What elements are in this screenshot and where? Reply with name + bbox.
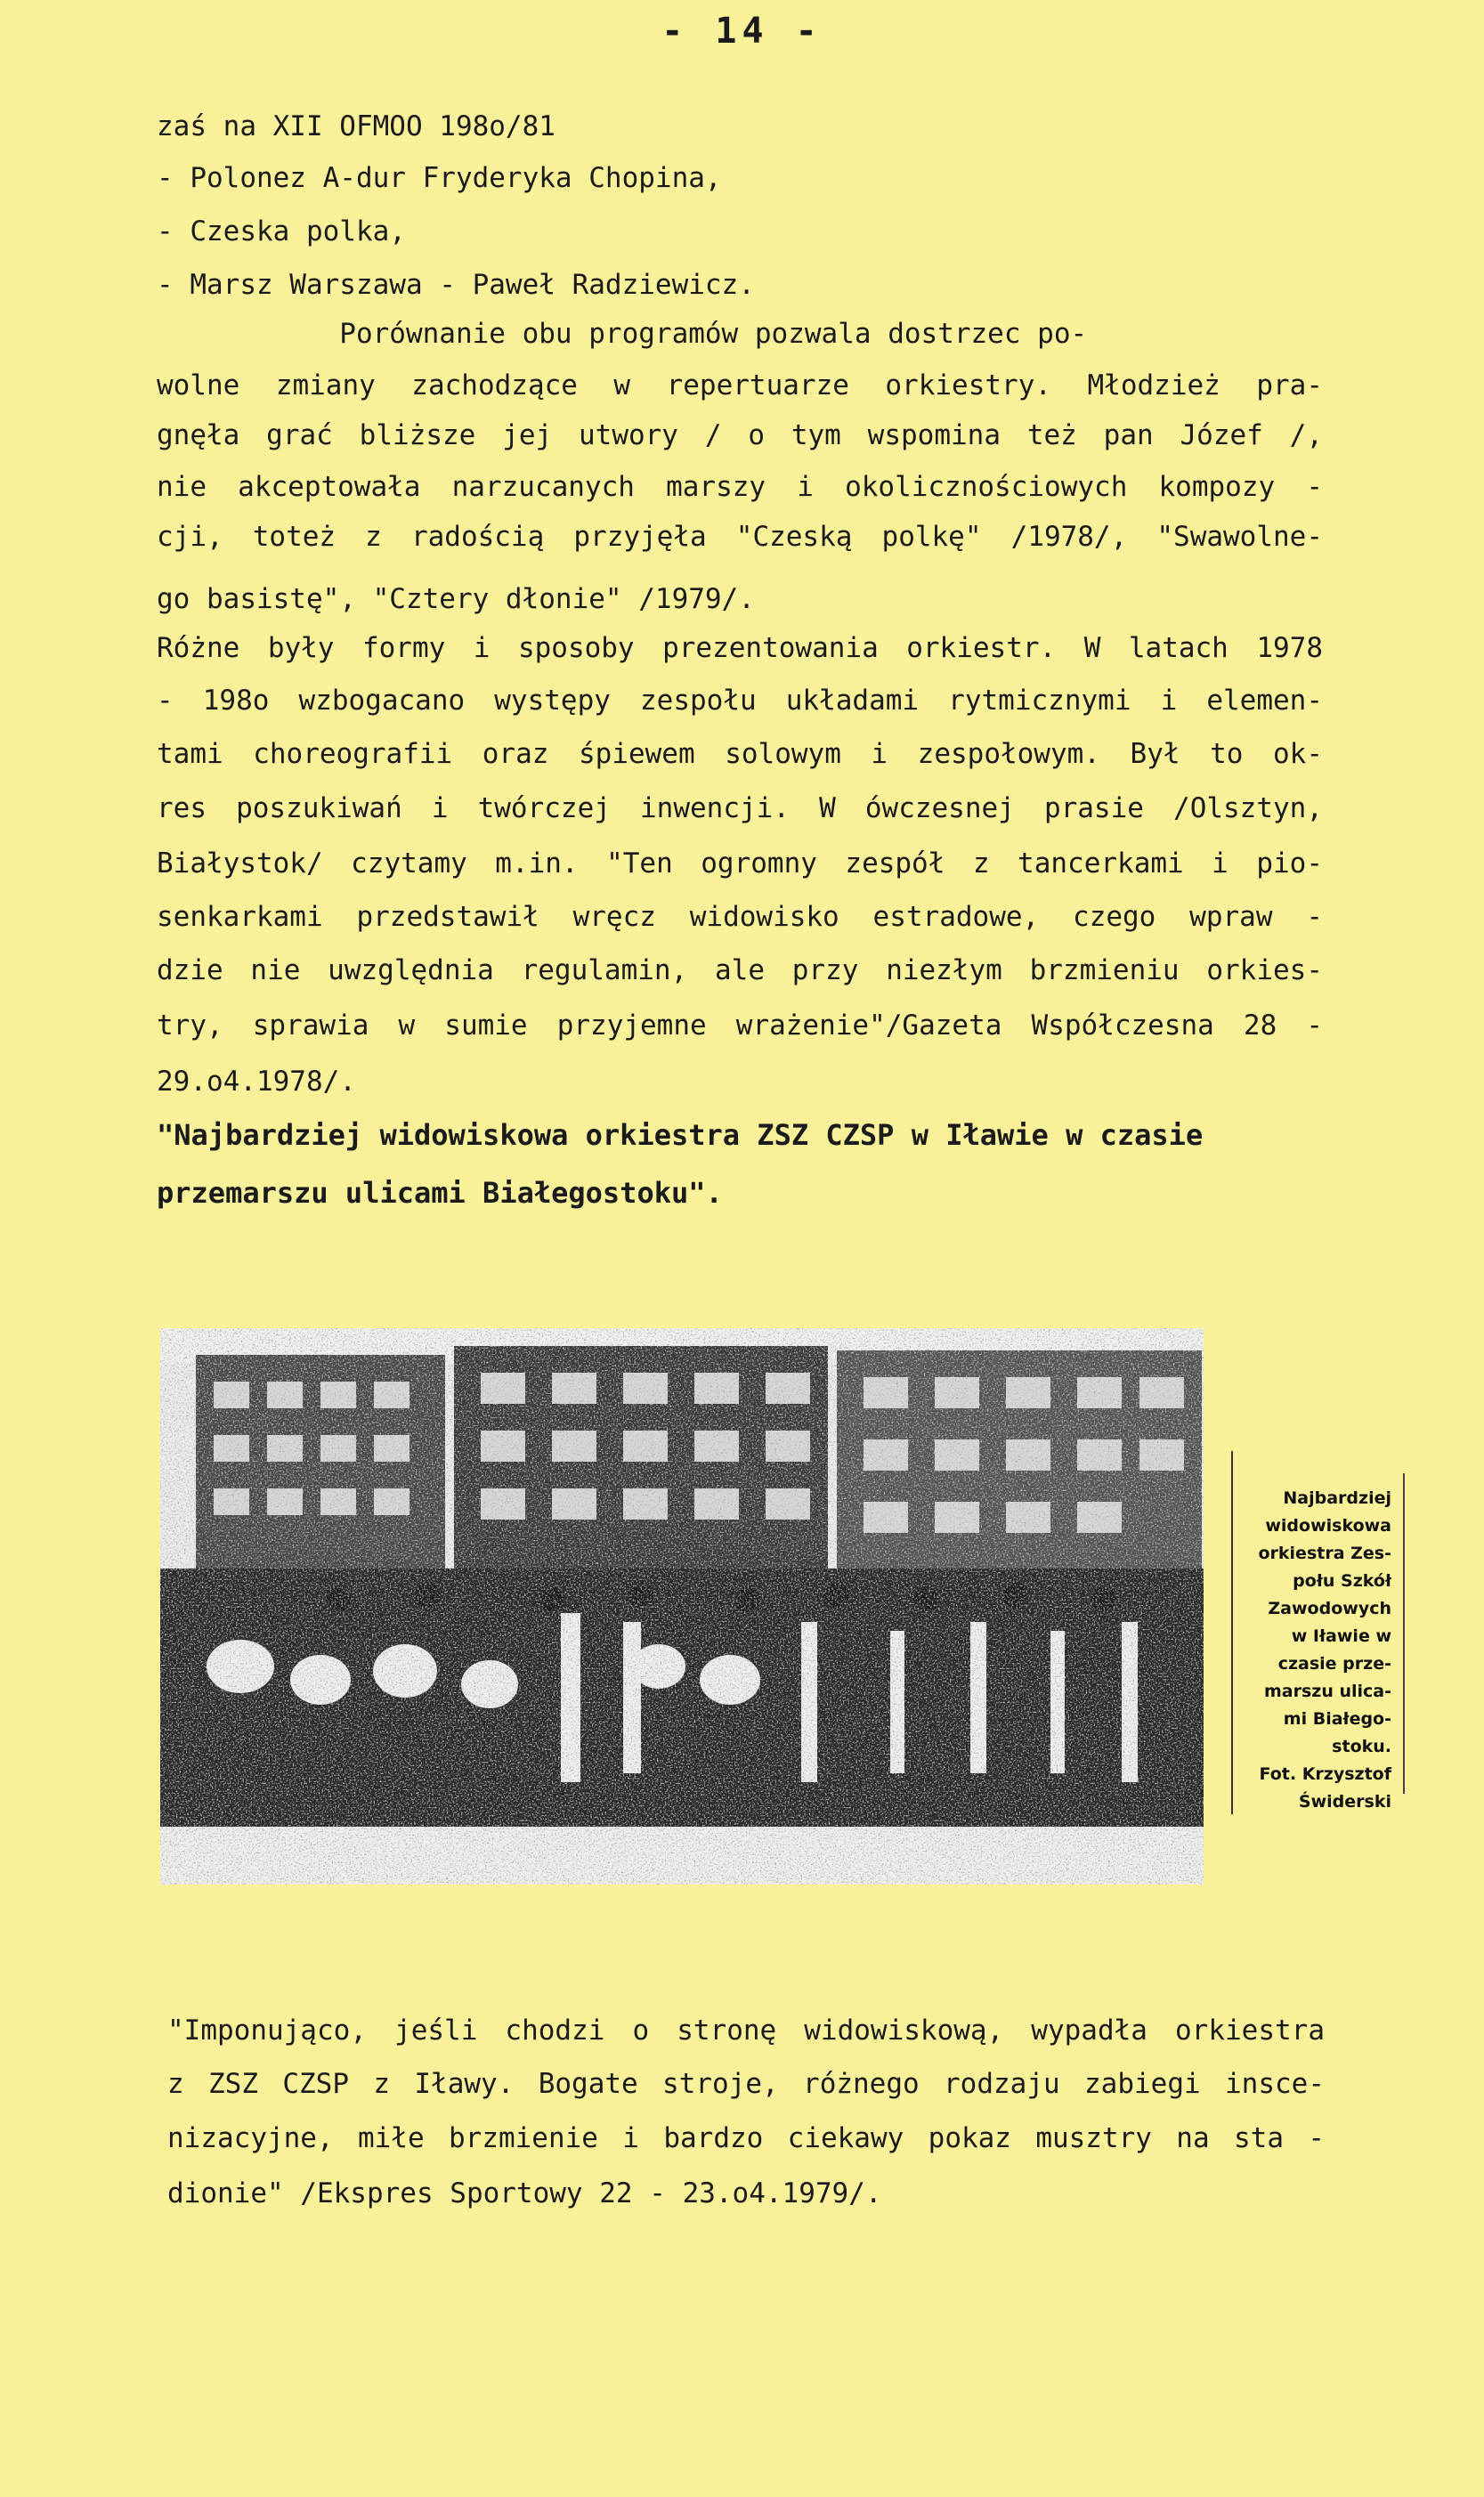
photo-title-line: przemarszu ulicami Białegostoku". — [157, 1176, 723, 1210]
caption-line: mi Białego- — [1283, 1709, 1391, 1729]
body-line: res poszukiwań i twórczej inwencji. W ówczesnej prasie /Olsztyn, — [157, 792, 1323, 824]
body-line: cji, toteż z radością przyjęła "Czeską polkę" /1978/, "Swawolne- — [157, 521, 1323, 553]
body-line: - 198o wzbogacano występy zespołu układami rytmicznymi i elemen- — [157, 685, 1323, 717]
caption-line: czasie prze- — [1277, 1654, 1391, 1674]
body-line: Białystok/ czytamy m.in. "Ten ogromny zespół z tancerkami i pio- — [157, 847, 1323, 880]
body-line: nie akceptowała narzucanych marszy i okolicznościowych kompozy - — [157, 471, 1323, 503]
body-line: try, sprawia w sumie przyjemne wrażenie"/Gazeta Współczesna 28 - — [157, 1009, 1323, 1042]
body-line: zaś na XII OFMOO 198o/81 — [157, 110, 555, 142]
body-line: - Polonez A-dur Fryderyka Chopina, — [157, 162, 722, 194]
caption-line: Zawodowych — [1268, 1599, 1391, 1618]
body-line: gnęła grać bliższe jej utwory / o tym wspomina też pan Józef /, — [157, 419, 1323, 451]
body-line: 29.o4.1978/. — [157, 1066, 356, 1098]
quote-line: dionie" /Ekspres Sportowy 22 - 23.o4.1979/. — [167, 2177, 882, 2209]
body-line: Różne były formy i sposoby prezentowania orkiestr. W latach 1978 — [157, 632, 1323, 664]
photo-title-line: "Najbardziej widowiskowa orkiestra ZSZ CZSP w Iławie w czasie — [157, 1118, 1204, 1152]
body-line: dzie nie uwzględnia regulamin, ale przy niezłym brzmieniu orkies- — [157, 954, 1323, 986]
caption-rule — [1403, 1473, 1405, 1794]
photo-caption — [1233, 1485, 1391, 1816]
body-line: - Marsz Warszawa - Paweł Radziewicz. — [157, 269, 755, 301]
caption-line: orkiestra Zes- — [1258, 1544, 1391, 1563]
caption-line: Fot. Krzysztof — [1259, 1764, 1391, 1784]
quote-line: z ZSZ CZSP z Iławy. Bogate stroje, różnego rodzaju zabiegi insce- — [167, 2068, 1325, 2100]
caption-line: marszu ulica- — [1263, 1682, 1391, 1701]
newspaper-photo — [160, 1328, 1204, 1885]
body-line: senkarkami przedstawił wręcz widowisko estradowe, czego wpraw - — [157, 901, 1323, 933]
body-line: Porównanie obu programów pozwala dostrzec po- — [157, 318, 1088, 350]
caption-line: widowiskowa — [1265, 1516, 1391, 1536]
body-line: wolne zmiany zachodzące w repertuarze orkiestry. Młodzież pra- — [157, 369, 1323, 401]
caption-line: Świderski — [1298, 1792, 1391, 1812]
body-line: tami choreografii oraz śpiewem solowym i zespołowym. Był to ok- — [157, 738, 1323, 770]
quote-line: nizacyjne, miłe brzmienie i bardzo ciekawy pokaz musztry na sta - — [167, 2122, 1325, 2154]
body-line: - Czeska polka, — [157, 215, 406, 247]
page-number: - 14 - — [661, 11, 823, 52]
caption-line: połu Szkół — [1293, 1571, 1391, 1591]
quote-line: "Imponująco, jeśli chodzi o stronę widowiskową, wypadła orkiestra — [167, 2015, 1325, 2047]
caption-line: w Iławie w — [1291, 1626, 1391, 1646]
caption-line: stoku. — [1332, 1737, 1391, 1756]
body-line: go basistę", "Cztery dłonie" /1979/. — [157, 583, 755, 615]
caption-line: Najbardziej — [1283, 1488, 1391, 1508]
